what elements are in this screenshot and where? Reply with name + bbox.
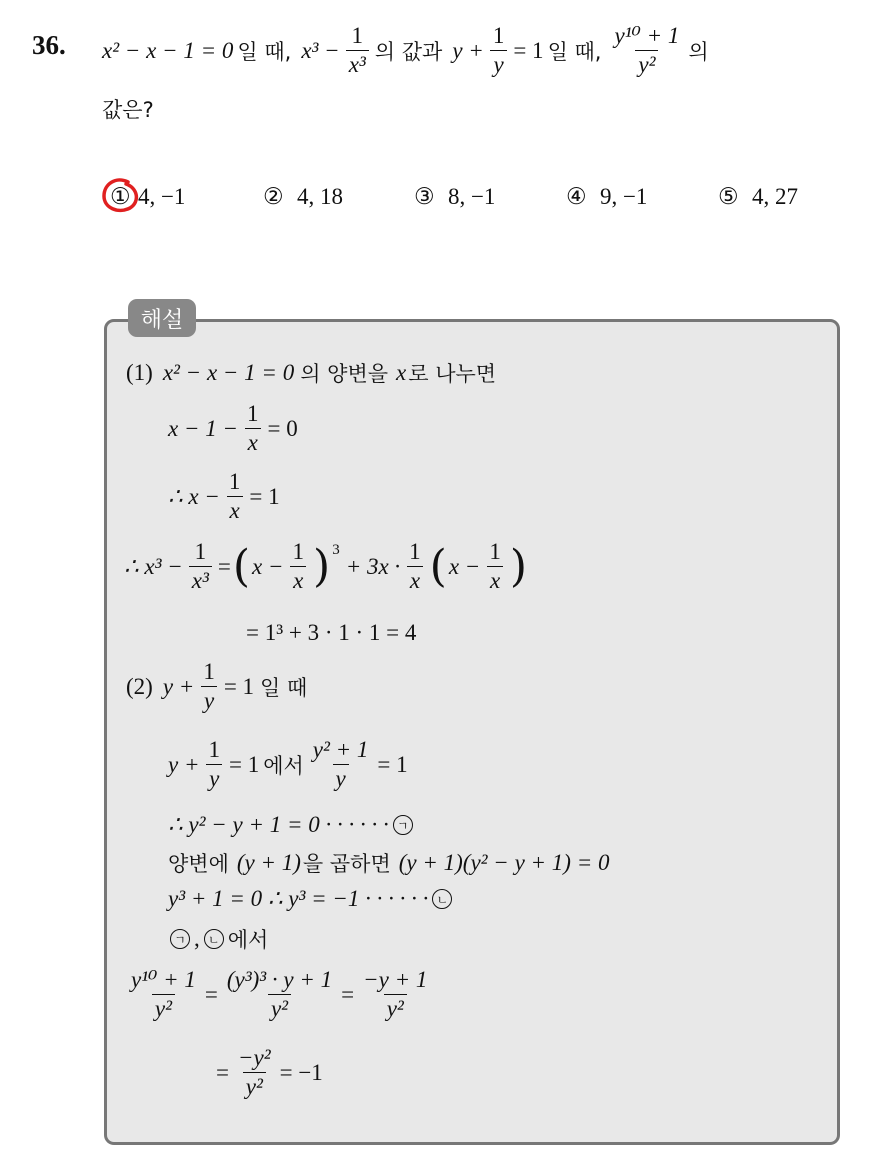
fraction-1-over-x xyxy=(486,540,504,593)
sol-line-12 xyxy=(124,968,434,1021)
fraction-numerator: 1 xyxy=(228,469,241,494)
text: 일 때 xyxy=(260,675,308,700)
fraction-numerator: y¹⁰ + 1 xyxy=(131,967,196,992)
fraction-negy2-over-y2 xyxy=(235,1046,274,1099)
choice-mark: ⑤ xyxy=(718,184,739,210)
math: x − 1 − xyxy=(168,415,238,441)
fraction-1-over-x xyxy=(406,540,424,593)
sol-line-8 xyxy=(168,812,415,838)
question-expr-lhs: x³ − xyxy=(301,37,340,63)
fraction-numerator: 1 xyxy=(208,737,220,762)
question-line-1 xyxy=(102,24,709,77)
math: (y + 1) xyxy=(236,850,301,875)
fraction-1-over-x3 xyxy=(189,540,212,593)
math: = 1 xyxy=(249,483,280,509)
separator: , xyxy=(194,926,200,951)
math: = xyxy=(204,981,218,1007)
math: y³ + 1 = 0 ∴ y³ = −1 · · · · · · xyxy=(168,886,429,911)
right-paren: ) xyxy=(313,540,331,592)
fraction-1-over-x3 xyxy=(346,24,369,77)
math: + 3x · xyxy=(345,553,401,579)
fraction-y3cubed-over-y2 xyxy=(224,968,335,1021)
sol-line-2 xyxy=(168,402,298,455)
exponent: 3 xyxy=(332,542,340,558)
fraction-numerator: (y³)³ · y + 1 xyxy=(226,967,333,992)
math: x − xyxy=(252,553,284,579)
sol-line-7 xyxy=(168,738,408,791)
math: ∴ x³ − xyxy=(124,553,183,579)
question-line-2: 값은? xyxy=(102,98,154,122)
step-label: (2) xyxy=(126,673,153,699)
fraction-denominator: x³ xyxy=(346,50,369,77)
text: 을 곱하면 xyxy=(302,852,391,876)
question-text-value-and: 의 값과 xyxy=(374,39,443,64)
choice-text: 4, −1 xyxy=(137,184,186,209)
question-number: 36. xyxy=(32,30,66,60)
sol-line-9 xyxy=(168,848,610,878)
math: = xyxy=(216,1059,229,1085)
fraction-1-over-x xyxy=(290,540,308,593)
circled-mark-b: ㄴ xyxy=(204,929,224,949)
fraction-1-over-x xyxy=(226,470,244,523)
choice-text: 4, 27 xyxy=(751,184,798,209)
fraction-numerator: y² + 1 xyxy=(312,737,369,762)
math: x − xyxy=(448,553,481,579)
fraction-denominator: y² xyxy=(152,994,175,1021)
question-text-when-2: 일 때, xyxy=(547,39,602,64)
fraction-y10-over-y2 xyxy=(612,24,683,77)
text: 양변에 xyxy=(168,852,229,876)
fraction-numerator: −y² xyxy=(237,1045,271,1070)
left-paren: ( xyxy=(429,540,447,592)
choice-2[interactable] xyxy=(263,184,343,210)
question-text-when: 일 때, xyxy=(237,39,292,64)
fraction-denominator: x xyxy=(245,428,261,455)
fraction-numerator: 1 xyxy=(292,539,305,564)
fraction-denominator: y² xyxy=(384,994,407,1021)
text: 로 나누면 xyxy=(408,362,497,386)
fraction-numerator: 1 xyxy=(203,659,215,684)
fraction-y2plus1-over-y xyxy=(310,738,372,791)
math: = 0 xyxy=(267,415,298,441)
sol-line-1 xyxy=(126,358,496,388)
math: = −1 xyxy=(279,1059,323,1085)
choice-mark: ④ xyxy=(566,184,587,210)
math: x² − x − 1 = 0 xyxy=(162,360,295,385)
fraction-denominator: y² xyxy=(268,994,291,1021)
math: = 1 xyxy=(377,751,408,777)
fraction-negy-plus1-over-y2 xyxy=(360,968,430,1021)
sol-line-3 xyxy=(168,470,280,523)
right-paren: ) xyxy=(509,540,527,592)
fraction-y10plus1-over-y2 xyxy=(128,968,199,1021)
circled-mark-b: ㄴ xyxy=(432,889,452,909)
fraction-numerator: 1 xyxy=(489,539,501,564)
fraction-denominator: y² xyxy=(243,1072,266,1099)
fraction-numerator: 1 xyxy=(351,23,363,48)
question-y-plus: y + xyxy=(452,37,484,63)
math: = xyxy=(217,553,231,579)
math: = 1 xyxy=(228,751,260,777)
fraction-1-over-y xyxy=(205,738,223,791)
circled-mark-a: ㄱ xyxy=(393,815,413,835)
fraction-denominator: x³ xyxy=(189,566,212,593)
circled-mark-a: ㄱ xyxy=(170,929,190,949)
fraction-1-over-y xyxy=(490,24,508,77)
sol-line-11 xyxy=(168,924,268,954)
left-paren: ( xyxy=(232,540,251,592)
choice-3[interactable] xyxy=(414,184,495,210)
fraction-denominator: x xyxy=(487,566,503,593)
question-eq-1: = 1 xyxy=(513,37,544,63)
fraction-denominator: y xyxy=(333,764,349,791)
sol-line-5 xyxy=(246,620,416,646)
math: (y + 1)(y² − y + 1) = 0 xyxy=(398,850,610,875)
fraction-numerator: 1 xyxy=(194,539,207,564)
math: x xyxy=(396,360,407,385)
step-label: (1) xyxy=(126,360,153,385)
answer-circle-mark xyxy=(98,174,146,218)
sol-line-4 xyxy=(124,540,527,593)
text: 의 양변을 xyxy=(300,362,389,386)
choice-text: 9, −1 xyxy=(599,184,648,209)
math: = xyxy=(341,981,355,1007)
choice-text: 4, 18 xyxy=(296,184,343,209)
fraction-denominator: x xyxy=(290,566,306,593)
solution-tag: 해설 xyxy=(128,299,196,337)
math: ∴ y² − y + 1 = 0 · · · · · · xyxy=(168,812,389,837)
choice-mark: ① xyxy=(110,184,131,210)
fraction-denominator: y xyxy=(490,50,506,77)
choice-mark: ③ xyxy=(414,184,435,210)
fraction-numerator: −y + 1 xyxy=(363,967,428,992)
math: y + xyxy=(168,751,200,777)
math: ∴ x − xyxy=(168,483,220,509)
math: = 1 xyxy=(223,673,255,699)
sol-line-10 xyxy=(168,886,454,912)
text: 에서 xyxy=(263,753,304,778)
fraction-numerator: y¹⁰ + 1 xyxy=(614,23,680,48)
fraction-numerator: 1 xyxy=(409,539,421,564)
choice-4[interactable] xyxy=(566,184,647,210)
fraction-numerator: 1 xyxy=(247,401,259,426)
sol-line-13 xyxy=(216,1046,323,1099)
choice-mark: ② xyxy=(263,184,284,210)
fraction-denominator: y xyxy=(206,764,222,791)
choice-text: 8, −1 xyxy=(447,184,496,209)
fraction-denominator: y xyxy=(201,686,217,713)
choice-5[interactable] xyxy=(718,184,798,210)
math: y + xyxy=(162,673,195,699)
fraction-denominator: x xyxy=(407,566,423,593)
text: 에서 xyxy=(227,928,269,952)
fraction-1-over-y xyxy=(200,660,218,713)
fraction-numerator: 1 xyxy=(492,23,505,48)
question-condition-1: x² − x − 1 = 0 xyxy=(102,37,234,63)
question-text-of: 의 xyxy=(688,39,709,64)
fraction-denominator: x xyxy=(227,496,243,523)
math: = 1³ + 3 · 1 · 1 = 4 xyxy=(246,620,417,645)
fraction-denominator: y² xyxy=(635,50,658,77)
fraction-1-over-x xyxy=(244,402,262,455)
sol-line-6 xyxy=(126,660,307,713)
